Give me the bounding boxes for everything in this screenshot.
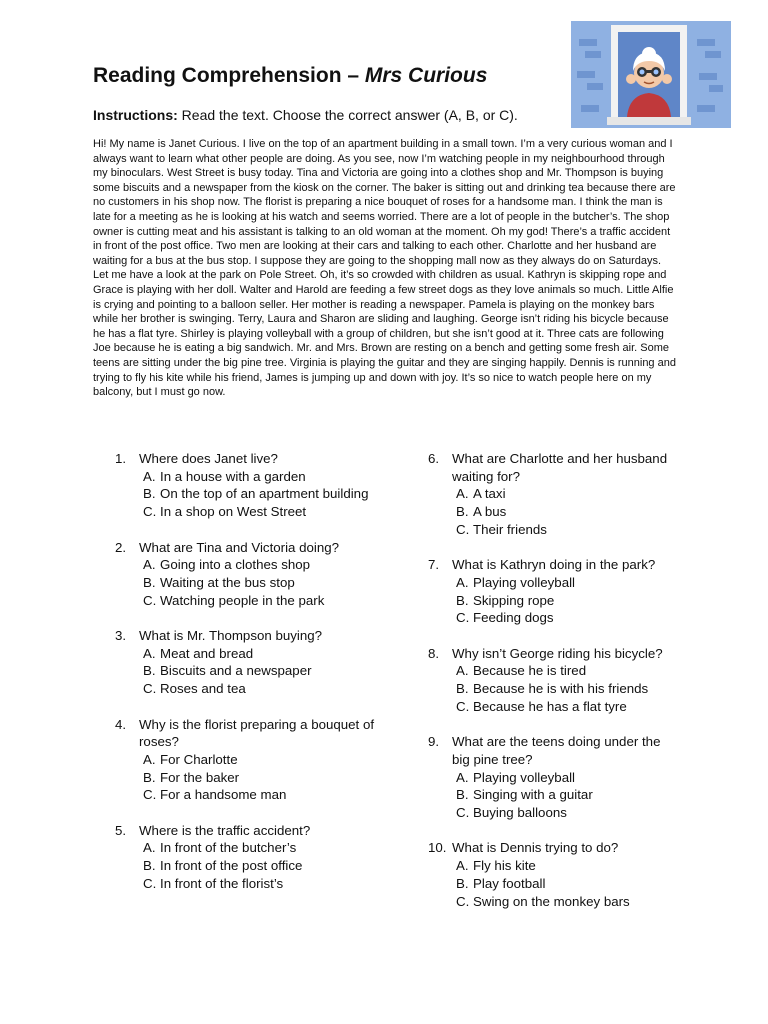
option-letter: A. — [456, 663, 469, 679]
question-line — [115, 539, 375, 557]
question-text: What is Mr. Thompson buying? — [139, 628, 323, 643]
answer-option[interactable] — [115, 468, 375, 486]
option-text: Because he is with his friends — [473, 681, 649, 697]
answer-option[interactable] — [115, 857, 375, 875]
option-letter: B. — [456, 504, 469, 520]
option-letter: C. — [456, 893, 470, 909]
questions-column-right — [428, 450, 678, 928]
question — [115, 822, 375, 893]
question-number: 2. — [115, 539, 127, 555]
option-letter: A. — [143, 645, 156, 661]
question-number: 1. — [115, 451, 127, 466]
answer-option[interactable] — [428, 698, 678, 716]
option-text: Their friends — [473, 521, 547, 537]
question-number: 4. — [115, 716, 127, 732]
question — [428, 839, 678, 910]
question-text: What are Tina and Victoria doing? — [139, 539, 340, 555]
option-text: Because he has a flat tyre — [473, 698, 627, 714]
title-name: Mrs Curious — [364, 64, 488, 87]
question — [115, 539, 375, 610]
option-text: In front of the butcher’s — [160, 840, 297, 856]
questions-column-left — [115, 450, 375, 910]
question-number: 5. — [115, 822, 127, 838]
answer-option[interactable] — [428, 592, 678, 610]
question — [428, 450, 678, 539]
answer-option[interactable] — [115, 786, 375, 804]
option-text: Playing volleyball — [473, 769, 575, 785]
option-letter: C. — [456, 805, 470, 821]
option-text: Playing volleyball — [473, 574, 575, 590]
question-number: 3. — [115, 628, 127, 643]
option-letter: B. — [143, 769, 156, 785]
question — [428, 645, 678, 716]
option-letter: C. — [143, 875, 157, 891]
page-title — [93, 64, 487, 88]
question-line — [428, 733, 678, 768]
option-text: Singing with a guitar — [473, 787, 593, 803]
question-line — [428, 645, 678, 663]
answer-option[interactable] — [115, 680, 375, 698]
option-text: Meat and bread — [160, 645, 254, 661]
question — [115, 450, 375, 521]
answer-option[interactable] — [115, 592, 375, 610]
option-text: For Charlotte — [160, 751, 238, 767]
option-text: For a handsome man — [160, 787, 287, 803]
question-text: What is Dennis trying to do? — [452, 840, 619, 856]
option-letter: C. — [456, 521, 470, 537]
option-text: Buying balloons — [473, 805, 567, 821]
answer-option[interactable] — [115, 503, 375, 521]
option-text: Feeding dogs — [473, 610, 554, 626]
question-text: What are the teens doing under the big pine tree? — [452, 734, 661, 767]
question-text: What are Charlotte and her husband waiting for? — [452, 451, 668, 484]
option-letter: B. — [456, 875, 469, 891]
option-letter: A. — [143, 840, 156, 856]
answer-option[interactable] — [115, 839, 375, 857]
option-text: Roses and tea — [160, 681, 246, 697]
option-text: For the baker — [160, 769, 240, 785]
answer-option[interactable] — [115, 769, 375, 787]
option-text: Fly his kite — [473, 858, 536, 874]
answer-option[interactable] — [428, 485, 678, 503]
answer-option[interactable] — [115, 751, 375, 769]
answer-option[interactable] — [428, 804, 678, 822]
question — [428, 733, 678, 822]
question-line — [115, 450, 375, 468]
answer-option[interactable] — [428, 521, 678, 539]
option-text: In a shop on West Street — [160, 504, 307, 520]
option-text: A bus — [473, 504, 507, 520]
option-letter: B. — [143, 858, 156, 874]
option-letter: B. — [456, 681, 469, 697]
option-letter: A. — [456, 574, 469, 590]
question — [115, 716, 375, 805]
option-text: Waiting at the bus stop — [160, 574, 295, 590]
option-text: In front of the florist’s — [160, 875, 284, 891]
option-letter: B. — [456, 592, 469, 608]
option-letter: C. — [143, 681, 157, 697]
answer-option[interactable] — [115, 645, 375, 663]
answer-option[interactable] — [428, 609, 678, 627]
answer-option[interactable] — [115, 574, 375, 592]
option-text: Going into a clothes shop — [160, 557, 311, 573]
answer-option[interactable] — [428, 574, 678, 592]
option-letter: C. — [143, 504, 157, 520]
option-letter: B. — [143, 574, 156, 590]
question-line — [115, 822, 375, 840]
option-text: Because he is tired — [473, 663, 587, 679]
answer-option[interactable] — [115, 875, 375, 893]
option-letter: A. — [143, 557, 156, 573]
question-text: Why is the florist preparing a bouquet of roses? — [139, 716, 375, 750]
question-text: Where does Janet live? — [139, 451, 278, 466]
question-text: What is Kathryn doing in the park? — [452, 557, 656, 573]
option-text: In a house with a garden — [160, 468, 306, 484]
option-letter: A. — [143, 751, 156, 767]
answer-option[interactable] — [428, 680, 678, 698]
answer-option[interactable] — [428, 503, 678, 521]
answer-option[interactable] — [115, 662, 375, 680]
option-letter: A. — [456, 858, 469, 874]
answer-option[interactable] — [428, 769, 678, 787]
question-number: 10. — [428, 840, 447, 856]
option-letter: C. — [456, 698, 470, 714]
option-text: Swing on the monkey bars — [473, 893, 630, 909]
question-number: 9. — [428, 734, 440, 750]
option-letter: B. — [143, 486, 156, 502]
answer-option[interactable] — [428, 857, 678, 875]
option-text: Biscuits and a newspaper — [160, 663, 312, 679]
option-letter: C. — [143, 592, 157, 608]
option-letter: A. — [456, 486, 469, 502]
question-line — [428, 839, 678, 857]
instructions — [93, 107, 518, 123]
question — [428, 556, 678, 627]
question-line — [428, 450, 678, 485]
instructions-text: Read the text. Choose the correct answer (A, B, or C). — [177, 107, 518, 123]
question — [115, 627, 375, 698]
option-letter: A. — [143, 468, 156, 484]
question-text: Where is the traffic accident? — [139, 822, 311, 838]
option-letter: A. — [456, 769, 469, 785]
option-text: Watching people in the park — [160, 592, 325, 608]
question-number: 7. — [428, 557, 440, 573]
answer-option[interactable] — [115, 485, 375, 503]
option-text: Skipping rope — [473, 592, 555, 608]
title-prefix: Reading Comprehension – — [93, 64, 365, 87]
answer-option[interactable] — [115, 556, 375, 574]
answer-option[interactable] — [428, 893, 678, 911]
question-number: 8. — [428, 645, 440, 661]
answer-option[interactable] — [428, 875, 678, 893]
option-letter: C. — [143, 787, 157, 803]
question-line — [115, 716, 375, 751]
question-text: Why isn’t George riding his bicycle? — [452, 645, 663, 661]
question-number: 6. — [428, 451, 440, 466]
reading-passage: Hi! My name is Janet Curious. I live on the top of an apartment building in a small town. I’m a very curious woman and I always want to learn what other people are doing. As you see, now I’m watching people in my neighbourhood through my binoculars. West Street is busy today. Tina and Victoria are going into a clothes shop and Mr. Thompson is buying some biscuits and a newspaper from the kiosk on the corner. The baker is sitting out and drinking tea because there are no customers in his shop now. The florist is preparing a nice bouquet of roses for a handsome man. I think the man is late for a meeting as he is looking at his watch and seems worried. There are a lot of people in the butcher’s. The shop owner is cutting meat and his assistant is talking to an old woman at the moment. Oh my god! There’s a traffic accident in front of the post office. Two men are looking at their cars and talking to each other. Charlotte and her husband are waiting for a bus at the bus stop. I suppose they are going to the shopping mall now as they always do on Saturdays. Let me have a look at the park on Pole Street. Oh, it’s so crowded with children as usual. Kathryn is skipping rope and Grace is playing with her doll. Walter and Harold are feeding a few street dogs as they love animals so much. Little Alfie is crying and pointing to a balloon seller. Her mother is reading a newspaper. Pamela is playing on the monkey bars while her brother is swinging. Terry, Laura and Sharon are sliding and laughing. George isn’t riding his bicycle because he has a flat tyre. Shirley is playing volleyball with a group of children, but she isn’t good at it. Three cats are following Joe because he is eating a big sandwich. Mr. and Mrs. Brown are resting on a bench and getting some fresh air. Some teens are sitting under the big pine tree. Virginia is playing the guitar and they are singing happily. Dennis is running and trying to fly his kite while his friend, James is jumping up and down with joy. It’s so nice to watch people here on my balcony, but I must go now. — [93, 138, 676, 399]
option-text: A taxi — [473, 486, 506, 502]
option-text: Play football — [473, 875, 546, 891]
option-letter: B. — [143, 663, 156, 679]
option-text: On the top of an apartment building — [160, 486, 369, 502]
option-letter: C. — [456, 610, 470, 626]
option-letter: B. — [456, 787, 469, 803]
woman-with-binoculars-at-window-icon — [571, 21, 731, 128]
question-line — [115, 627, 375, 645]
answer-option[interactable] — [428, 662, 678, 680]
instructions-label: Instructions: — [93, 107, 178, 123]
question-line — [428, 556, 678, 574]
option-text: In front of the post office — [160, 858, 303, 874]
answer-option[interactable] — [428, 786, 678, 804]
